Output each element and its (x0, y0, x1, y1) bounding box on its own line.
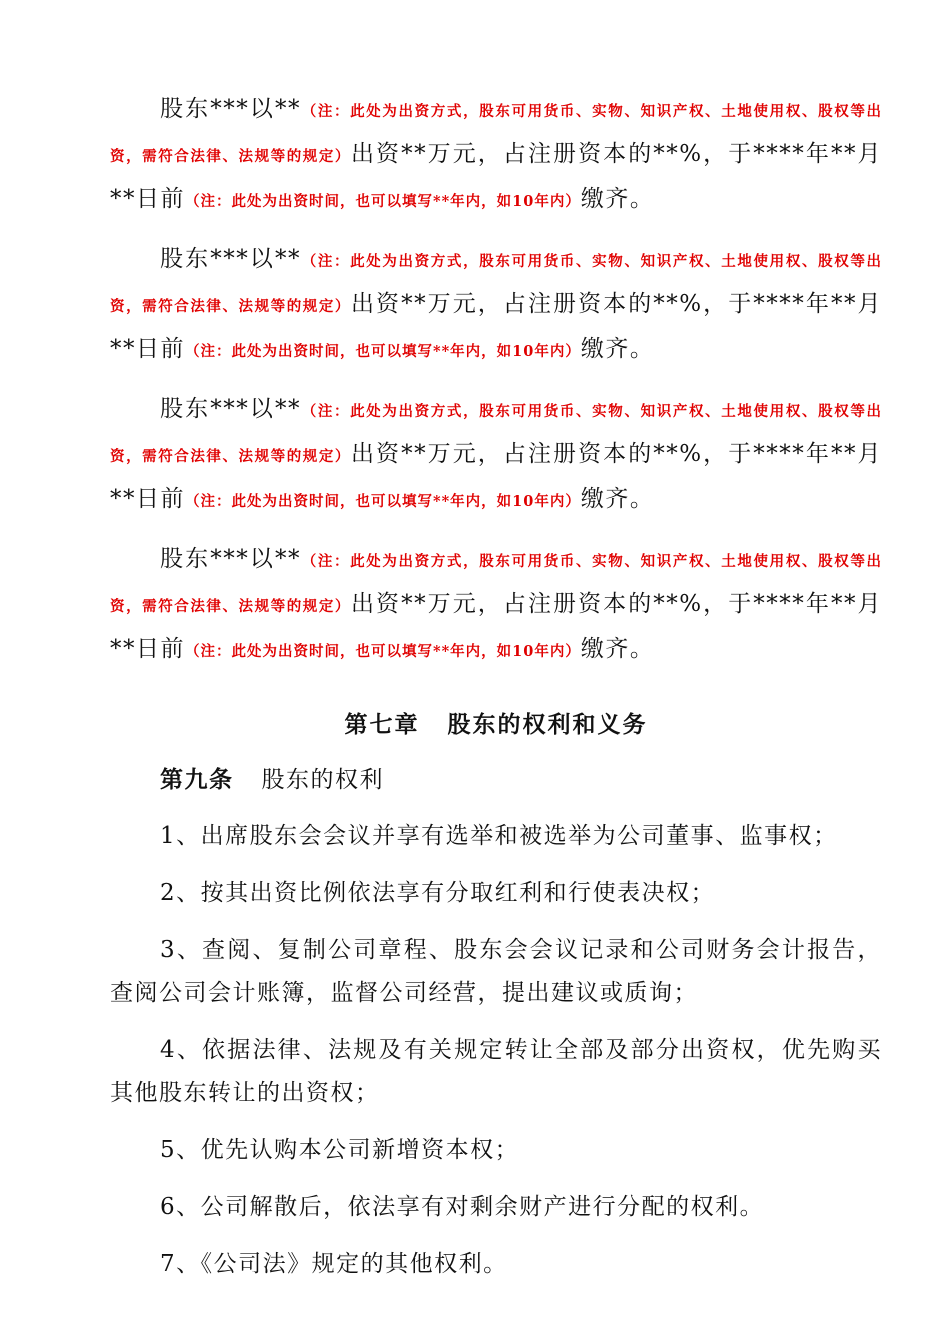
contribution-amount: 出资**万元，占注册资本的**%，于****年**月**日前 (110, 141, 883, 212)
capital-contribution-clause (110, 238, 882, 373)
contribution-tail: 缴齐。 (580, 336, 655, 362)
contribution-tail: 缴齐。 (580, 636, 655, 662)
contribution-method-note: （注：此处为出资方式，股东可用货币、实物、知识产权、土地使用权、股权等出资，需符合法律、法规等的规定） (110, 103, 883, 165)
capital-contribution-clause (110, 388, 882, 523)
contribution-tail: 缴齐。 (580, 486, 655, 512)
contribution-lead: 股东***以** (160, 396, 302, 422)
contribution-tail: 缴齐。 (580, 186, 655, 212)
chapter-heading (110, 703, 882, 746)
right-list-item: 7、《公司法》规定的其他权利。 (160, 1251, 508, 1277)
capital-contribution-clause (110, 538, 882, 673)
contribution-method-note: （注：此处为出资方式，股东可用货币、实物、知识产权、土地使用权、股权等出资，需符合法律、法规等的规定） (110, 553, 883, 615)
contribution-amount: 出资**万元，占注册资本的**%，于****年**月**日前 (110, 441, 883, 512)
contribution-lead: 股东***以** (160, 96, 302, 122)
contribution-amount: 出资**万元，占注册资本的**%，于****年**月**日前 (110, 591, 883, 662)
right-list-item: 3、查阅、复制公司章程、股东会会议记录和公司财务会计报告，查阅公司会计账簿，监督公司经营，提出建议或质询； (110, 937, 882, 1006)
contribution-time-note: （注：此处为出资时间，也可以填写**年内，如10年内） (185, 643, 581, 660)
contribution-method-note: （注：此处为出资方式，股东可用货币、实物、知识产权、土地使用权、股权等出资，需符合法律、法规等的规定） (110, 403, 883, 465)
capital-contribution-clause (110, 88, 882, 223)
right-list-item: 6、公司解散后，依法享有对剩余财产进行分配的权利。 (160, 1194, 765, 1220)
document-page (110, 88, 882, 1300)
contribution-amount: 出资**万元，占注册资本的**%，于****年**月**日前 (110, 291, 883, 362)
contribution-lead: 股东***以** (160, 546, 302, 572)
right-list-item: 5、优先认购本公司新增资本权； (160, 1137, 520, 1163)
contribution-method-note: （注：此处为出资方式，股东可用货币、实物、知识产权、土地使用权、股权等出资，需符合法律、法规等的规定） (110, 253, 883, 315)
contribution-time-note: （注：此处为出资时间，也可以填写**年内，如10年内） (185, 493, 581, 510)
contribution-lead: 股东***以** (160, 246, 302, 272)
article-heading (110, 758, 882, 802)
right-list-item: 1、出席股东会会议并享有选举和被选举为公司董事、监事权； (160, 823, 838, 849)
contribution-time-note: （注：此处为出资时间，也可以填写**年内，如10年内） (185, 343, 581, 360)
contribution-time-note: （注：此处为出资时间，也可以填写**年内，如10年内） (185, 193, 581, 210)
right-list-item: 4、依据法律、法规及有关规定转让全部及部分出资权，优先购买其他股东转让的出资权； (110, 1037, 882, 1106)
article-title: 股东的权利 (261, 767, 384, 793)
chapter-number: 第七章 (344, 711, 420, 738)
article-number: 第九条 (160, 766, 234, 793)
chapter-title: 股东的权利和义务 (447, 711, 648, 738)
right-list-item: 2、按其出资比例依法享有分取红利和行使表决权； (160, 880, 716, 906)
